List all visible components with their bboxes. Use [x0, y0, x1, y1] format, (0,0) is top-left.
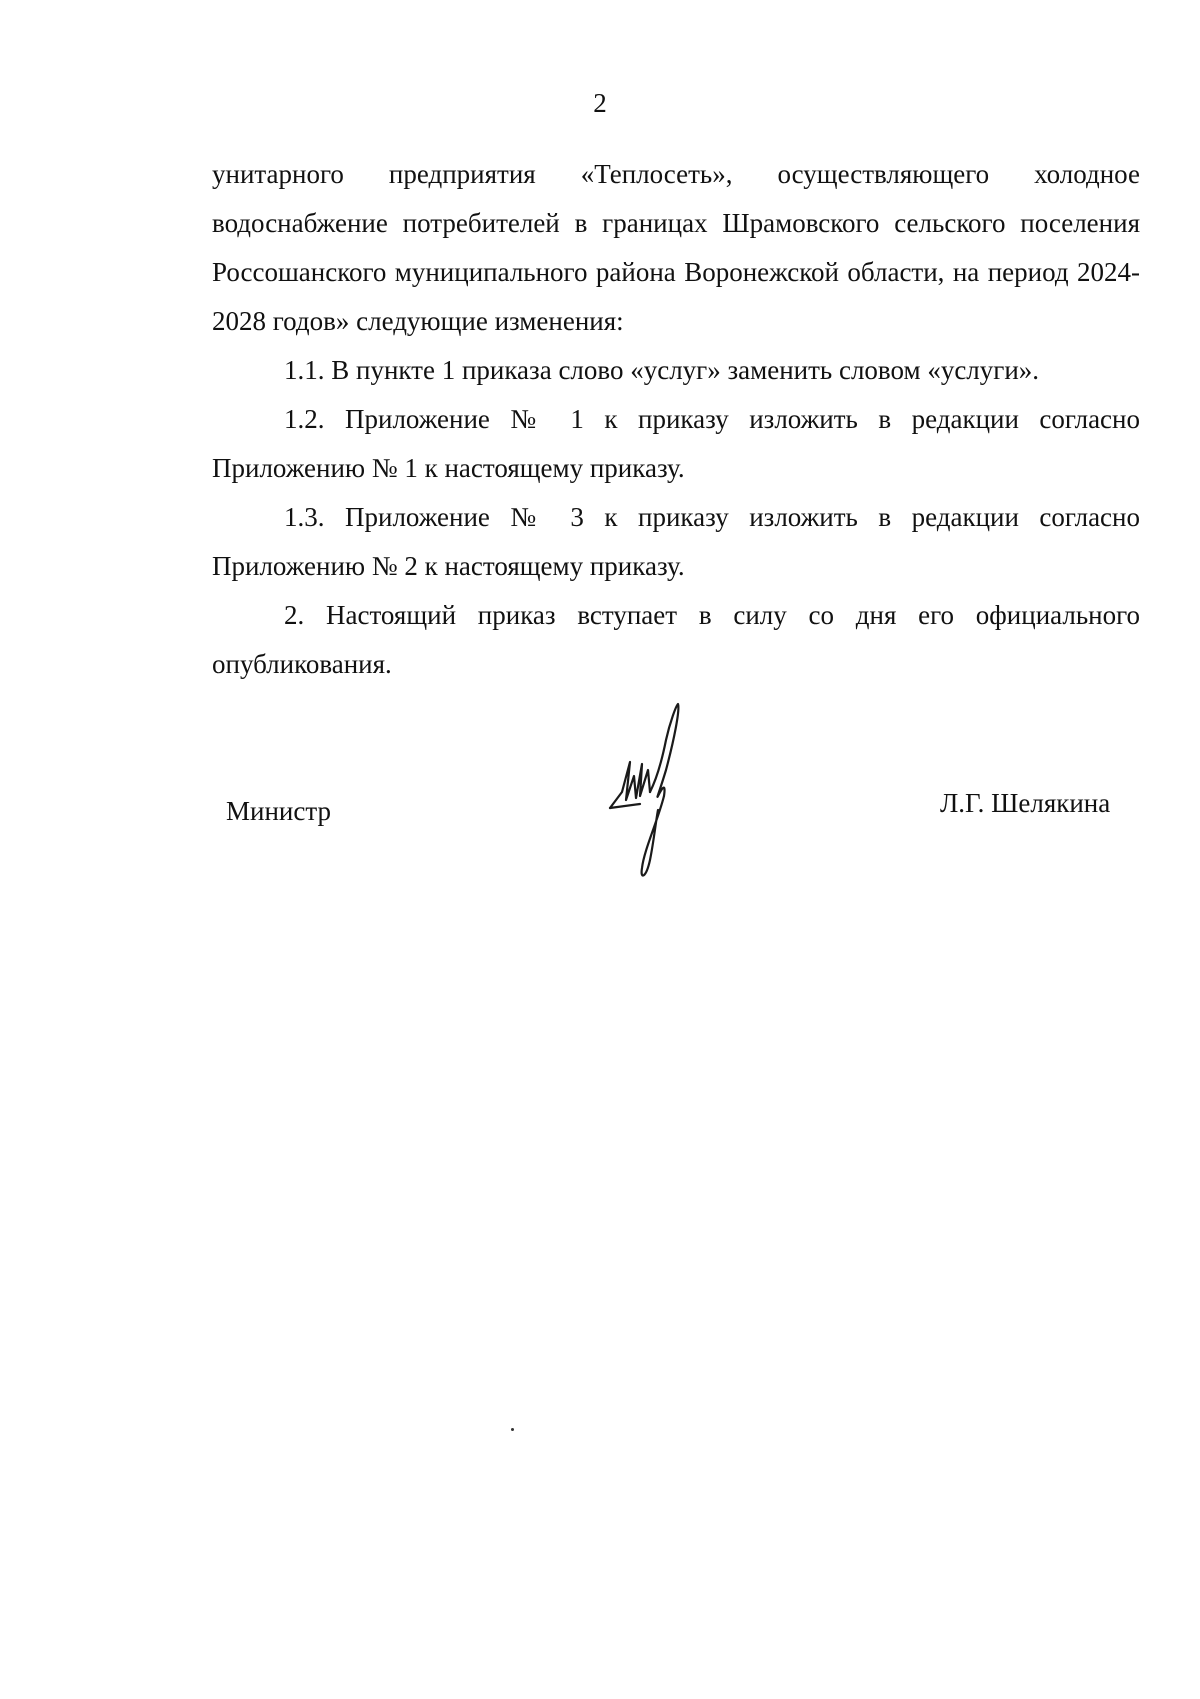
- paragraph-item-1-2: 1.2. Приложение № 1 к приказу изложить в редакции согласно Приложению № 1 к настоящему приказу.: [212, 404, 1140, 483]
- signature-block: [0, 700, 1200, 930]
- paragraph-item-2: 2. Настоящий приказ вступает в силу со дня его официального опубликования.: [212, 600, 1140, 679]
- paragraph-continuation: унитарного предприятия «Теплосеть», осуществляющего холодное водоснабжение потребителей в границах Шрамовского сельского поселения Россошанского муниципального района Воронежской области, на период 2024-2028 годов» следующие изменения:: [212, 159, 1140, 336]
- scan-speck: [511, 1428, 514, 1431]
- handwritten-signature: [600, 700, 730, 900]
- document-body: [212, 150, 1140, 689]
- signer-position: Министр: [226, 796, 331, 826]
- paragraph-item-1-1: 1.1. В пункте 1 приказа слово «услуг» заменить словом «услуги».: [284, 355, 1040, 385]
- page-number: 2: [593, 88, 607, 118]
- signer-name: Л.Г. Шелякина: [940, 788, 1111, 818]
- paragraph-item-1-3: 1.3. Приложение № 3 к приказу изложить в редакции согласно Приложению № 2 к настоящему приказу.: [212, 502, 1140, 581]
